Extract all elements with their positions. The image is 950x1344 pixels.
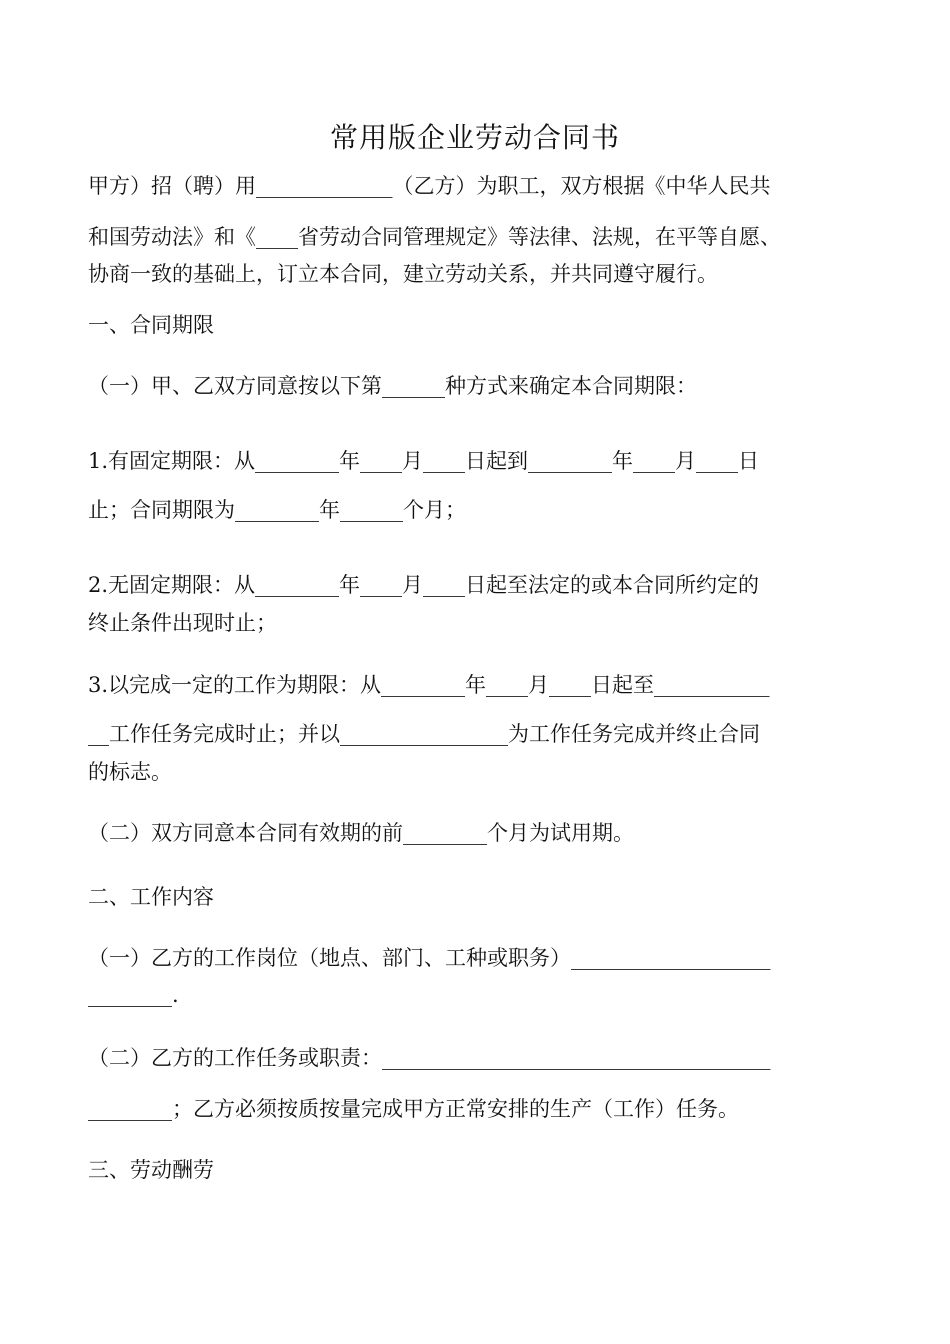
text-line: ________；乙方必须按质按量完成甲方正常安排的生产（工作）任务。 — [88, 1097, 739, 1121]
section-heading: 一、合同期限 — [88, 313, 214, 337]
section-heading: 二、工作内容 — [88, 885, 214, 909]
text-line: 2.无固定期限：从________年____月____日起至法定的或本合同所约定的 — [88, 573, 760, 597]
text-line: ________. — [88, 983, 179, 1007]
text-line: 1.有固定期限：从________年____月____日起到________年____月____日 — [88, 449, 760, 473]
text-line: （一）甲、乙双方同意按以下第______种方式来确定本合同期限： — [88, 374, 697, 398]
text-line: 终止条件出现时止； — [88, 611, 277, 635]
document-title: 常用版企业劳动合同书 — [329, 121, 620, 154]
text-line: （一）乙方的工作岗位（地点、部门、工种或职务）___________________ — [88, 946, 771, 970]
text-line: 止；合同期限为________年______个月； — [88, 498, 466, 522]
text-line: 3.以完成一定的工作为期限：从________年____月____日起至___________ — [88, 673, 770, 697]
section-heading: 三、劳动酬劳 — [88, 1158, 214, 1182]
text-line: （二）双方同意本合同有效期的前________个月为试用期。 — [88, 821, 634, 845]
text-line: 协商一致的基础上，订立本合同，建立劳动关系，并共同遵守履行。 — [88, 262, 718, 286]
text-line: __工作任务完成时止；并以________________为工作任务完成并终止合同 — [88, 722, 760, 746]
text-line: （二）乙方的工作任务或职责：_____________________________________ — [88, 1046, 771, 1070]
text-line: 甲方）招（聘）用_____________（乙方）为职工，双方根据《中华人民共 — [88, 174, 771, 198]
text-line: 的标志。 — [88, 760, 172, 784]
text-line: 和国劳动法》和《____省劳动合同管理规定》等法律、法规，在平等自愿、 — [88, 225, 781, 249]
